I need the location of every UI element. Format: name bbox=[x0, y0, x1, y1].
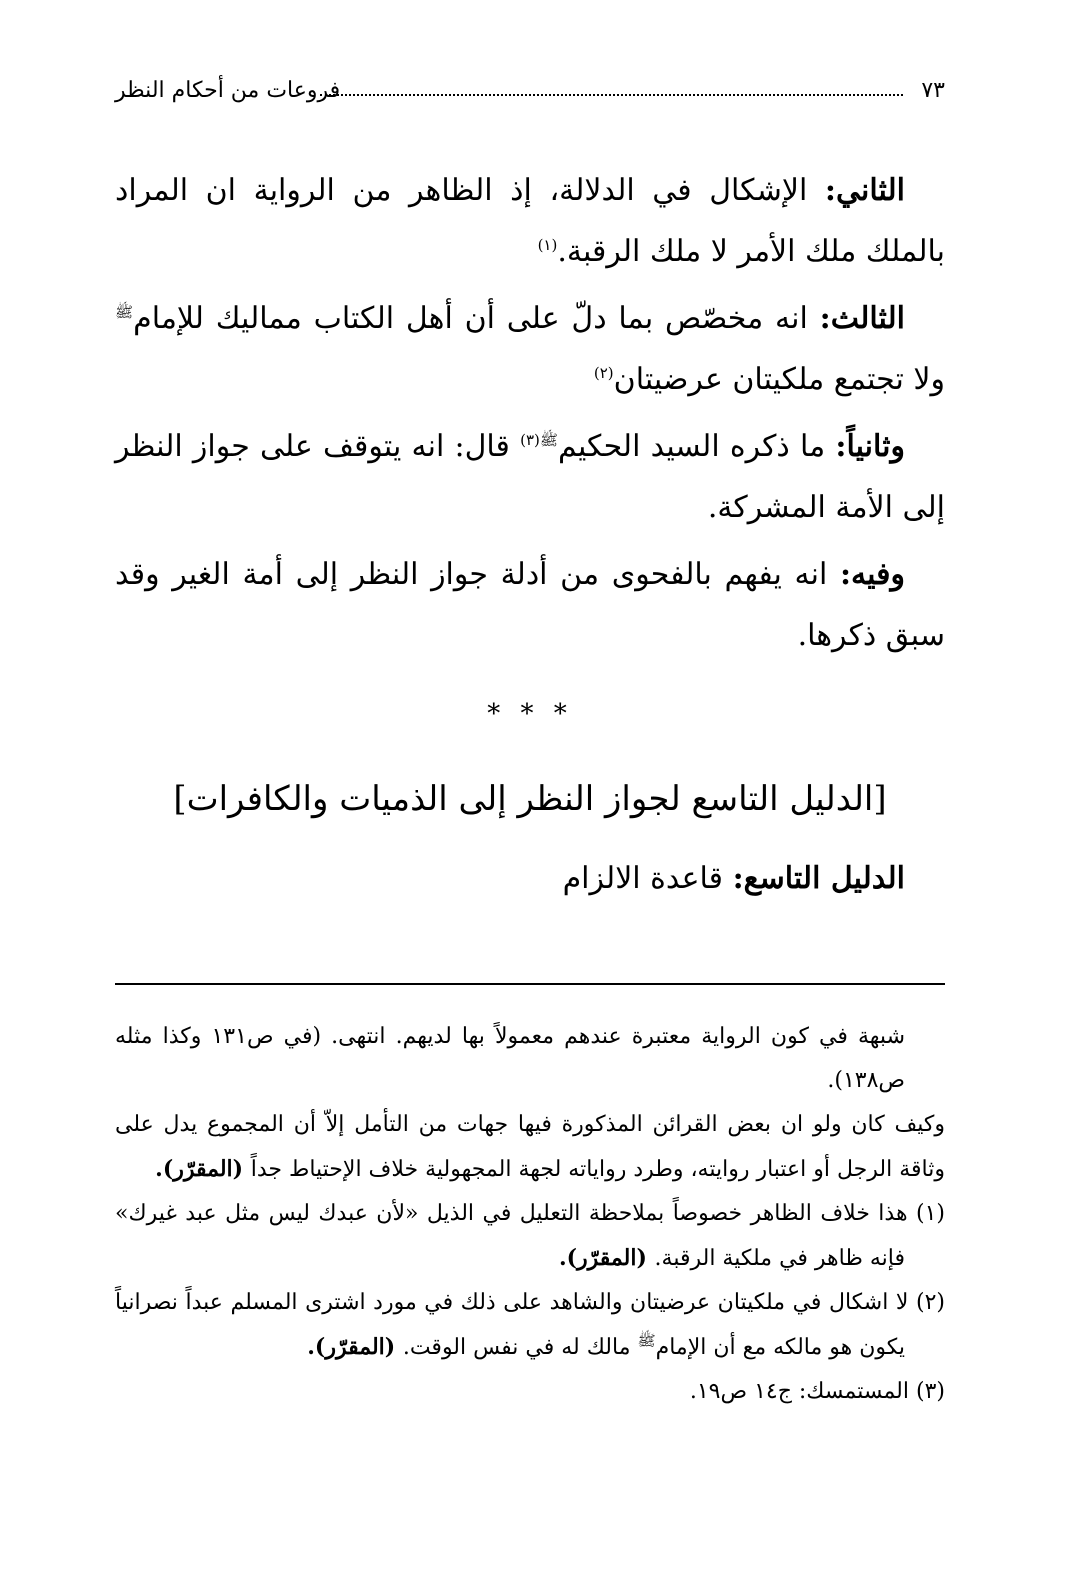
paragraph-text: قاعدة الالزام bbox=[562, 861, 733, 896]
paragraph-label: وثانياً: bbox=[835, 429, 906, 464]
footnote-ref: (٣) bbox=[520, 431, 540, 449]
paragraph-label: الثالث: bbox=[819, 301, 905, 336]
paragraph-second bbox=[115, 160, 945, 282]
honorific-symbol: ﷺ bbox=[637, 1331, 656, 1350]
paragraph-text: ما ذكره السيد الحكيم bbox=[557, 429, 836, 464]
footnote-text: وكيف كان ولو ان بعض القرائن المذكورة فيها جهات من التأمل إلاّ أن المجموع يدل على وثاقة الرجل أو اعتبار روايته، وطرد رواياته لجهة المجهولية خلاف الإحتياط جداً bbox=[115, 1112, 945, 1182]
paragraph-response bbox=[115, 544, 945, 666]
honorific-symbol: ﷺ bbox=[115, 303, 134, 321]
header-dotted-leader bbox=[320, 94, 903, 96]
footnote-text: (١) هذا خلاف الظاهر خصوصاً بملاحظة التعليل في الذيل «لأن عبدك ليس مثل عبد غيرك» فإنه ظاهر في ملكية الرقبة. bbox=[115, 1201, 945, 1271]
footnote-divider bbox=[115, 983, 945, 985]
paragraph-third bbox=[115, 288, 945, 410]
paragraph-text-cont: ولا تجتمع ملكيتان عرضيتان bbox=[613, 362, 945, 397]
honorific-symbol: ﷺ bbox=[539, 431, 558, 449]
page-header bbox=[115, 78, 945, 118]
paragraph-text: الإشكال في الدلالة، إذ الظاهر من الرواية ان المراد بالملك ملك الأمر لا ملك الرقبة. bbox=[115, 173, 945, 269]
paragraph-text-cont: قال: انه يتوقف على جواز النظر إلى الأمة المشركة. bbox=[115, 429, 945, 525]
main-text bbox=[115, 160, 945, 915]
paragraph-label: الدليل التاسع: bbox=[732, 861, 905, 896]
page-number: ٧٣ bbox=[921, 78, 945, 103]
footnote-continuation bbox=[115, 1103, 945, 1192]
footnote-text-cont: مالك له في نفس الوقت. bbox=[402, 1335, 638, 1360]
paragraph-text: انه يفهم بالفحوى من أدلة جواز النظر إلى أمة الغير وقد سبق ذكرها. bbox=[115, 557, 945, 653]
paragraph-ninth-evidence bbox=[115, 848, 945, 909]
paragraph-label: الثاني: bbox=[824, 173, 905, 208]
running-title: فروعات من أحكام النظر bbox=[115, 78, 341, 103]
paragraph-text: انه مخصّص بما دلّ على أن أهل الكتاب مماليك للإمام bbox=[133, 301, 820, 336]
footnote-source: (المقرّر). bbox=[558, 1245, 655, 1271]
section-title: [الدليل التاسع لجواز النظر إلى الذميات والكافرات] bbox=[173, 779, 887, 819]
footnote-source: (المقرّر). bbox=[307, 1334, 403, 1360]
section-separator: * * * bbox=[487, 699, 573, 729]
footnote-text: (٢) لا اشكال في ملكيتان عرضيتان والشاهد على ذلك في مورد اشترى المسلم عبداً نصرانياً يكون هو مالكه مع أن الإمام bbox=[115, 1290, 945, 1360]
footnote-continuation: شبهة في كون الرواية معتبرة عندهم معمولاً بها لديهم. انتهى. (في ص١٣١ وكذا مثله ص١٣٨). bbox=[115, 1024, 906, 1093]
paragraph-secondly bbox=[115, 416, 945, 538]
footnote-source: (المقرّر). bbox=[155, 1156, 251, 1182]
footnotes bbox=[115, 1015, 945, 1414]
footnote-3: (٣) المستمسك: ج١٤ ص١٩. bbox=[689, 1379, 945, 1404]
footnote-2 bbox=[115, 1281, 945, 1370]
footnote-ref: (٢) bbox=[593, 364, 614, 382]
paragraph-label: وفيه: bbox=[839, 557, 905, 592]
footnote-1 bbox=[115, 1192, 945, 1281]
footnote-ref: (١) bbox=[537, 236, 558, 254]
